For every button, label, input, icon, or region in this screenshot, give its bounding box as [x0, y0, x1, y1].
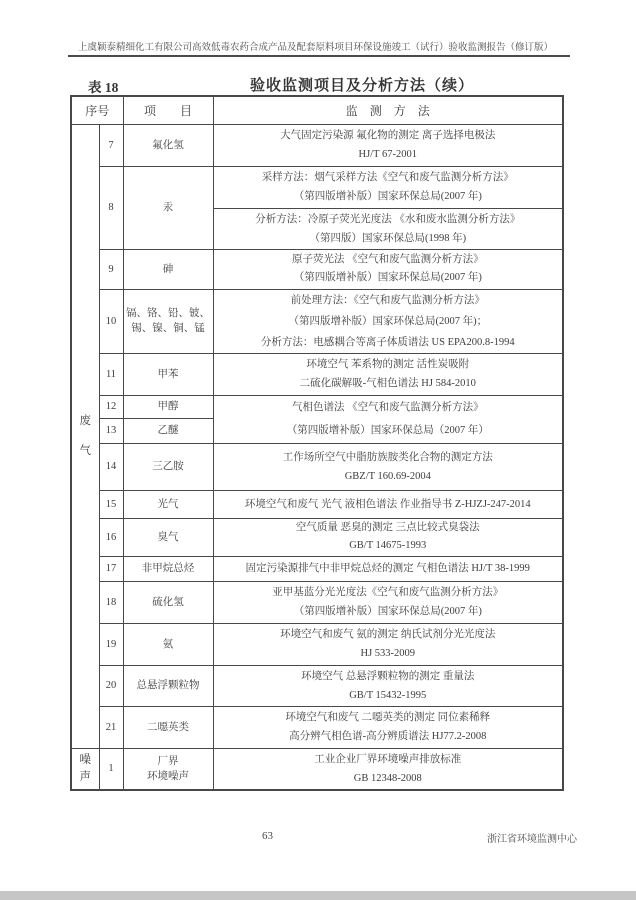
col-header-item: 项 目 — [123, 96, 213, 124]
method-line: 工业企业厂界环境噪声排放标准 — [314, 753, 462, 765]
cell-method — [213, 556, 563, 581]
cell-method — [213, 623, 563, 665]
cell-item: 氟化氢 — [123, 124, 213, 166]
table-label: 表 18 — [88, 80, 119, 95]
method-line: 亚甲基蓝分光光度法《空气和废气监测分析方法》 — [272, 587, 504, 598]
cell-method — [213, 443, 563, 490]
table-row — [71, 443, 563, 490]
table-row — [71, 249, 563, 289]
cell-method — [213, 518, 563, 556]
table-row — [71, 623, 563, 665]
cell-no: 14 — [99, 443, 123, 490]
table-row — [71, 706, 563, 748]
cell-item: 甲醇 — [123, 395, 213, 418]
method-line: 环境空气和废气 光气 液相色谱法 作业指导书 Z-HJZJ-247-2014 — [244, 498, 531, 510]
method-line: （第四版）国家环保总局(1998 年) — [309, 232, 467, 244]
cell-item — [123, 748, 213, 790]
method-line: 环境空气 苯系物的测定 活性炭吸附 — [306, 359, 470, 370]
item-line: 镉、铬、铅、铍、 — [126, 308, 211, 319]
cell-method — [213, 289, 563, 353]
method-sub-sampling — [214, 167, 563, 208]
page-number: 63 — [262, 830, 273, 842]
method-line: （第四版增补版）国家环保总局(2007 年) — [293, 191, 482, 202]
method-line: 高分辨气相色谱-高分辨质谱法 HJ77.2-2008 — [289, 731, 487, 742]
method-line: （第四版增补版）国家环保总局(2007 年)； — [288, 315, 488, 327]
method-sub-analysis — [214, 208, 563, 249]
cell-item — [123, 289, 213, 353]
table-header-row — [71, 96, 563, 124]
monitoring-table — [70, 95, 564, 791]
table-row — [71, 289, 563, 353]
cell-method-shared — [213, 395, 563, 443]
table-row — [71, 124, 563, 166]
item-line: 锡、镍、铜、锰 — [131, 323, 205, 334]
table-row-noise — [71, 748, 563, 790]
method-line: 环境空气 总悬浮颗粒物的测定 重量法 — [301, 670, 475, 682]
method-line: 采样方法：烟气采样方法《空气和废气监测分析方法》 — [261, 172, 514, 183]
table-row — [71, 665, 563, 706]
cell-no: 11 — [99, 353, 123, 395]
cell-no: 21 — [99, 706, 123, 748]
header-divider — [68, 55, 570, 57]
cell-no: 16 — [99, 518, 123, 556]
cell-method — [213, 490, 563, 518]
cell-item: 乙醚 — [123, 418, 213, 443]
method-line: GB/T 15432-1995 — [349, 689, 427, 701]
cell-method — [213, 706, 563, 748]
method-line: 空气质量 恶臭的测定 三点比较式臭袋法 — [295, 522, 480, 533]
table-row — [71, 581, 563, 623]
method-line: 二硫化碳解吸-气相色谱法 HJ 584-2010 — [299, 378, 476, 389]
cell-no: 8 — [99, 166, 123, 249]
method-line: HJ 533-2009 — [360, 648, 416, 659]
cell-item: 砷 — [123, 249, 213, 289]
table-row — [71, 556, 563, 581]
method-line: （第四版增补版）国家环保总局(2007 年) — [293, 272, 482, 283]
cell-method — [213, 124, 563, 166]
footer-organization: 浙江省环境监测中心 — [487, 834, 577, 845]
scan-edge — [0, 891, 636, 900]
cell-no: 13 — [99, 418, 123, 443]
table-row — [71, 490, 563, 518]
table-row — [71, 395, 563, 418]
cell-method — [213, 748, 563, 790]
method-line: GB 12348-2008 — [353, 772, 422, 784]
method-line: 工作场所空气中脂肪族胺类化合物的测定方法 — [282, 451, 493, 463]
category-label: 废气 — [79, 415, 91, 457]
category-label: 噪声 — [79, 753, 91, 783]
item-line: 环境噪声 — [147, 770, 190, 782]
cell-no: 12 — [99, 395, 123, 418]
method-line: （第四版增补版）国家环保总局(2007 年) — [293, 606, 482, 617]
cell-item: 三乙胺 — [123, 443, 213, 490]
method-line: GBZ/T 160.69-2004 — [344, 470, 431, 482]
cell-method — [213, 353, 563, 395]
method-line: GB/T 14675-1993 — [349, 540, 427, 551]
method-line: （第四版增补版）国家环保总局（2007 年） — [286, 425, 489, 436]
cell-item: 氨 — [123, 623, 213, 665]
cell-item: 非甲烷总烃 — [123, 556, 213, 581]
method-line: 原子荧光法 《空气和废气监测分析方法》 — [291, 254, 484, 265]
method-line: 大气固定污染源 氟化物的测定 离子选择电极法 — [280, 130, 496, 141]
method-line: HJ/T 67-2001 — [358, 149, 417, 160]
cell-method — [213, 665, 563, 706]
method-line: 环境空气和废气 二噁英类的测定 同位素稀释 — [285, 712, 491, 723]
method-line: 环境空气和废气 氨的测定 纳氏试剂分光光度法 — [280, 629, 496, 640]
cell-no: 7 — [99, 124, 123, 166]
cell-item: 汞 — [123, 166, 213, 249]
cell-no: 17 — [99, 556, 123, 581]
cell-no: 18 — [99, 581, 123, 623]
table-row — [71, 518, 563, 556]
method-line: 分析方法：冷原子荧光光度法 《水和废水监测分析方法》 — [255, 213, 521, 225]
method-line: 分析方法：电感耦合等离子体质谱法 US EPA200.8-1994 — [260, 336, 515, 348]
category-noise — [71, 748, 99, 790]
item-line: 厂界 — [157, 755, 179, 767]
col-header-no: 序号 — [71, 96, 123, 124]
method-line: 前处理方法：《空气和废气监测分析方法》 — [290, 294, 485, 306]
cell-no: 1 — [99, 748, 123, 790]
method-line: 固定污染源排气中非甲烷总烃的测定 气相色谱法 HJ/T 38-1999 — [245, 563, 530, 574]
table-row — [71, 166, 563, 249]
table-title: 验收监测项目及分析方法（续） — [250, 78, 475, 94]
cell-item: 甲苯 — [123, 353, 213, 395]
cell-no: 19 — [99, 623, 123, 665]
cell-item: 二噁英类 — [123, 706, 213, 748]
table-row — [71, 353, 563, 395]
col-header-method: 监 测 方 法 — [213, 96, 563, 124]
category-waste-gas — [71, 124, 99, 748]
cell-item: 硫化氢 — [123, 581, 213, 623]
doc-header-title: 上虞颖泰精细化工有限公司高效低毒农药合成产品及配套原料项目环保设施竣工（试行）验收监测报告（修订版） — [78, 43, 554, 53]
method-line: 气相色谱法 《空气和废气监测分析方法》 — [291, 402, 484, 413]
cell-method — [213, 166, 563, 249]
cell-item: 臭气 — [123, 518, 213, 556]
cell-method — [213, 581, 563, 623]
cell-no: 10 — [99, 289, 123, 353]
cell-item: 总悬浮颗粒物 — [123, 665, 213, 706]
cell-no: 9 — [99, 249, 123, 289]
cell-item: 光气 — [123, 490, 213, 518]
cell-method — [213, 249, 563, 289]
cell-no: 15 — [99, 490, 123, 518]
cell-no: 20 — [99, 665, 123, 706]
